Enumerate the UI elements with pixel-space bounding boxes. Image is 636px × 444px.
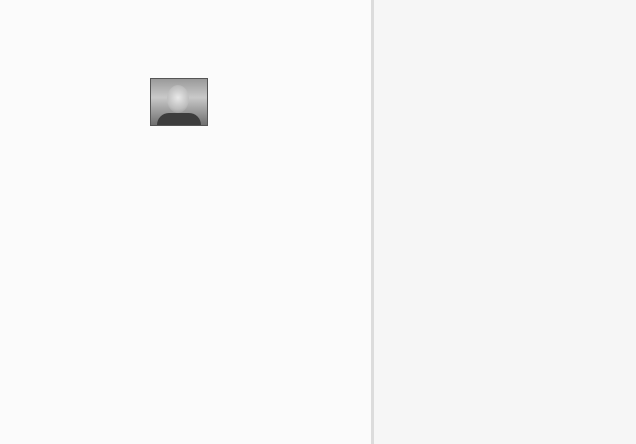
portrait-shirt (157, 113, 201, 125)
right-page (374, 0, 636, 444)
portrait-face (167, 85, 189, 113)
portrait-photo (150, 78, 208, 126)
